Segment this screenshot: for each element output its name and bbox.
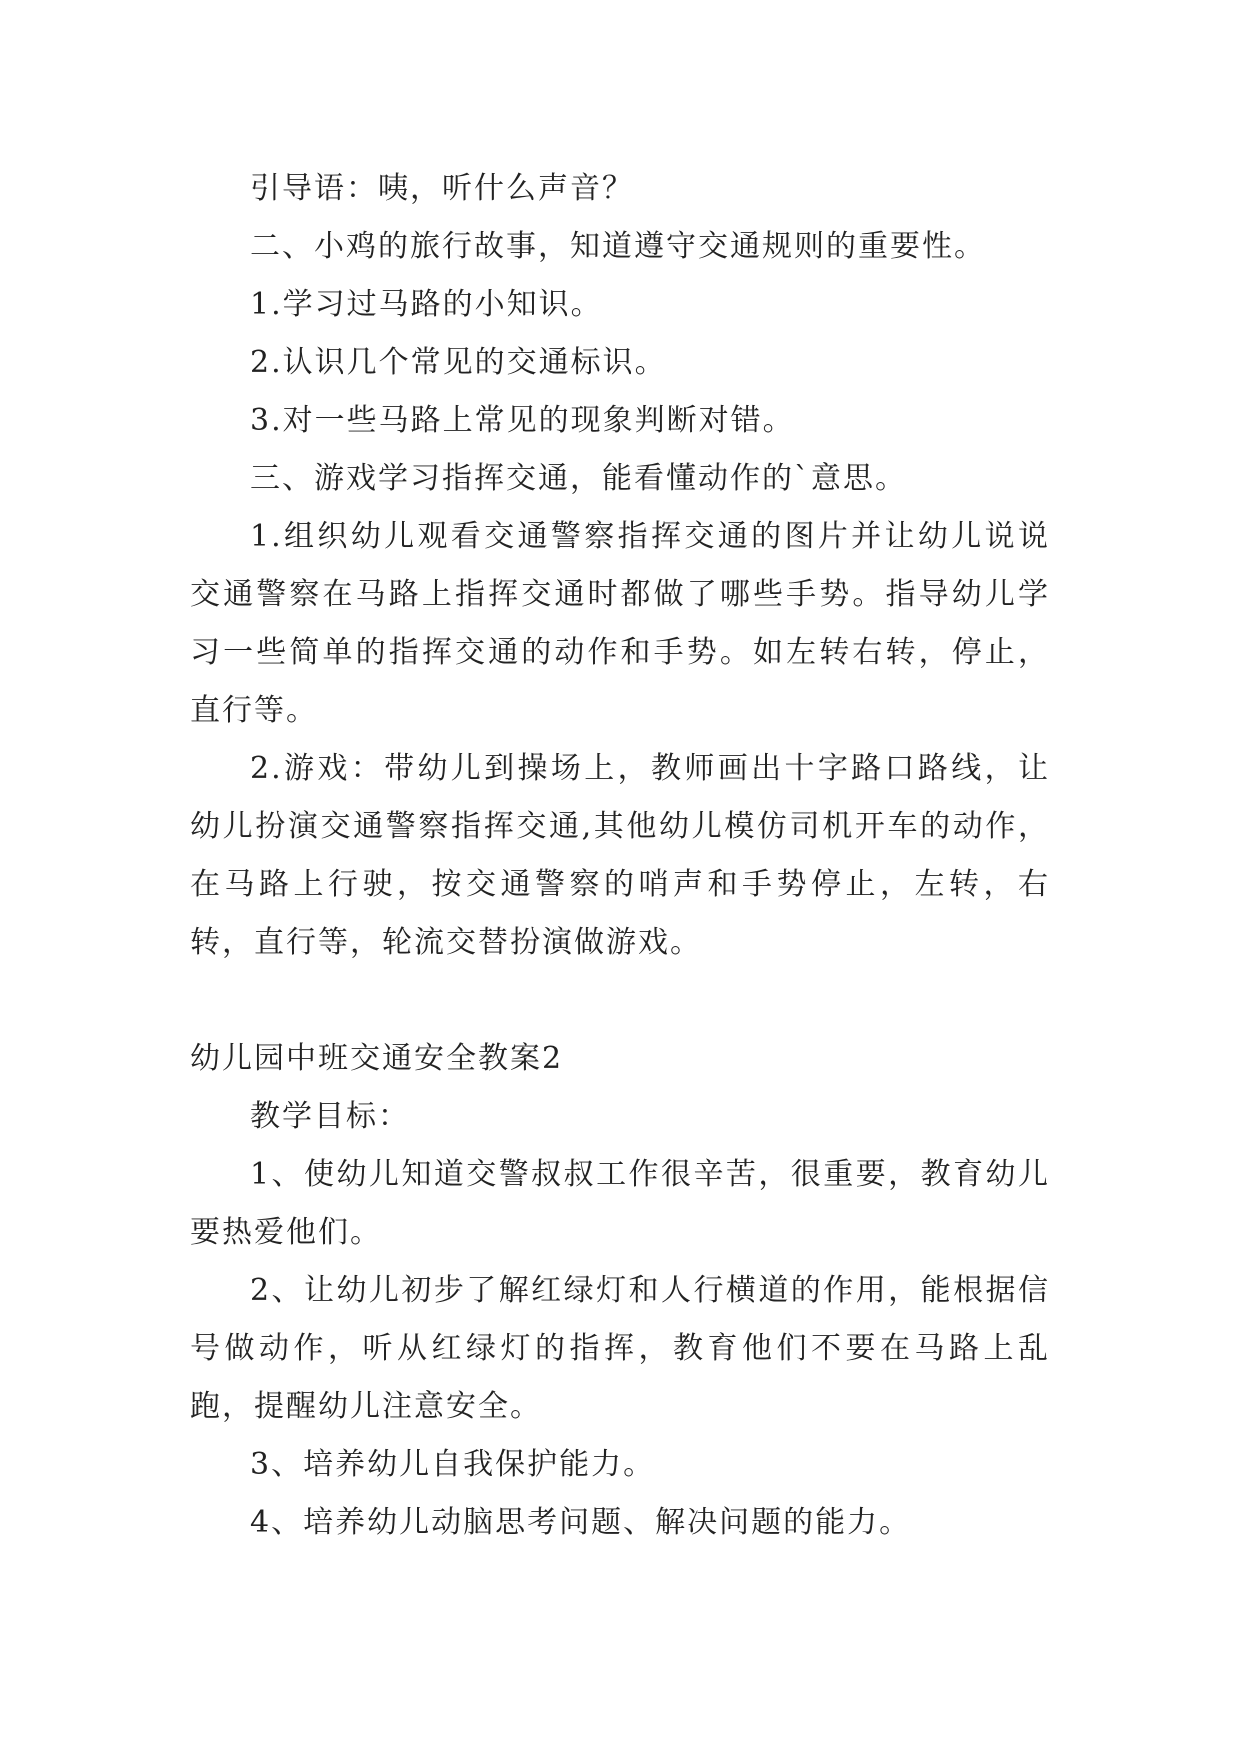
paragraph-part-two: 二、小鸡的旅行故事，知道遵守交通规则的重要性。 (250, 229, 986, 264)
section-gap (190, 972, 1050, 1030)
paragraph-game-step-1: 1.组织幼儿观看交通警察指挥交通的图片并让幼儿说说交通警察在马路上指挥交通时都做了哪些手势。指导幼儿学习一些简单的指挥交通的动作和手势。如左转右转，停止，直行等。 (190, 519, 1050, 728)
paragraph-item-3: 3.对一些马路上常见的现象判断对错。 (250, 403, 795, 438)
section-title: 幼儿园中班交通安全教案2 (190, 1041, 564, 1076)
paragraph-objectives-label: 教学目标： (250, 1099, 410, 1134)
document-body (190, 160, 1050, 1552)
paragraph-objective-2: 2、让幼儿初步了解红绿灯和人行横道的作用，能根据信号做动作，听从红绿灯的指挥，教育他们不要在马路上乱跑，提醒幼儿注意安全。 (190, 1273, 1050, 1424)
paragraph-part-three: 三、游戏学习指挥交通，能看懂动作的`意思。 (250, 461, 907, 496)
paragraph-game-step-2: 2.游戏：带幼儿到操场上，教师画出十字路口路线，让幼儿扮演交通警察指挥交通,其他幼儿模仿司机开车的动作，在马路上行驶，按交通警察的哨声和手势停止，左转，右转，直行等，轮流交替扮演做游戏。 (190, 751, 1050, 960)
paragraph-objective-1: 1、使幼儿知道交警叔叔工作很辛苦，很重要，教育幼儿要热爱他们。 (190, 1157, 1050, 1250)
paragraph-intro: 引导语：咦，听什么声音？ (250, 171, 634, 206)
paragraph-objective-4: 4、培养幼儿动脑思考问题、解决问题的能力。 (250, 1505, 912, 1540)
paragraph-objective-3: 3、培养幼儿自我保护能力。 (250, 1447, 656, 1482)
paragraph-item-1: 1.学习过马路的小知识。 (250, 287, 603, 322)
paragraph-item-2: 2.认识几个常见的交通标识。 (250, 345, 667, 380)
